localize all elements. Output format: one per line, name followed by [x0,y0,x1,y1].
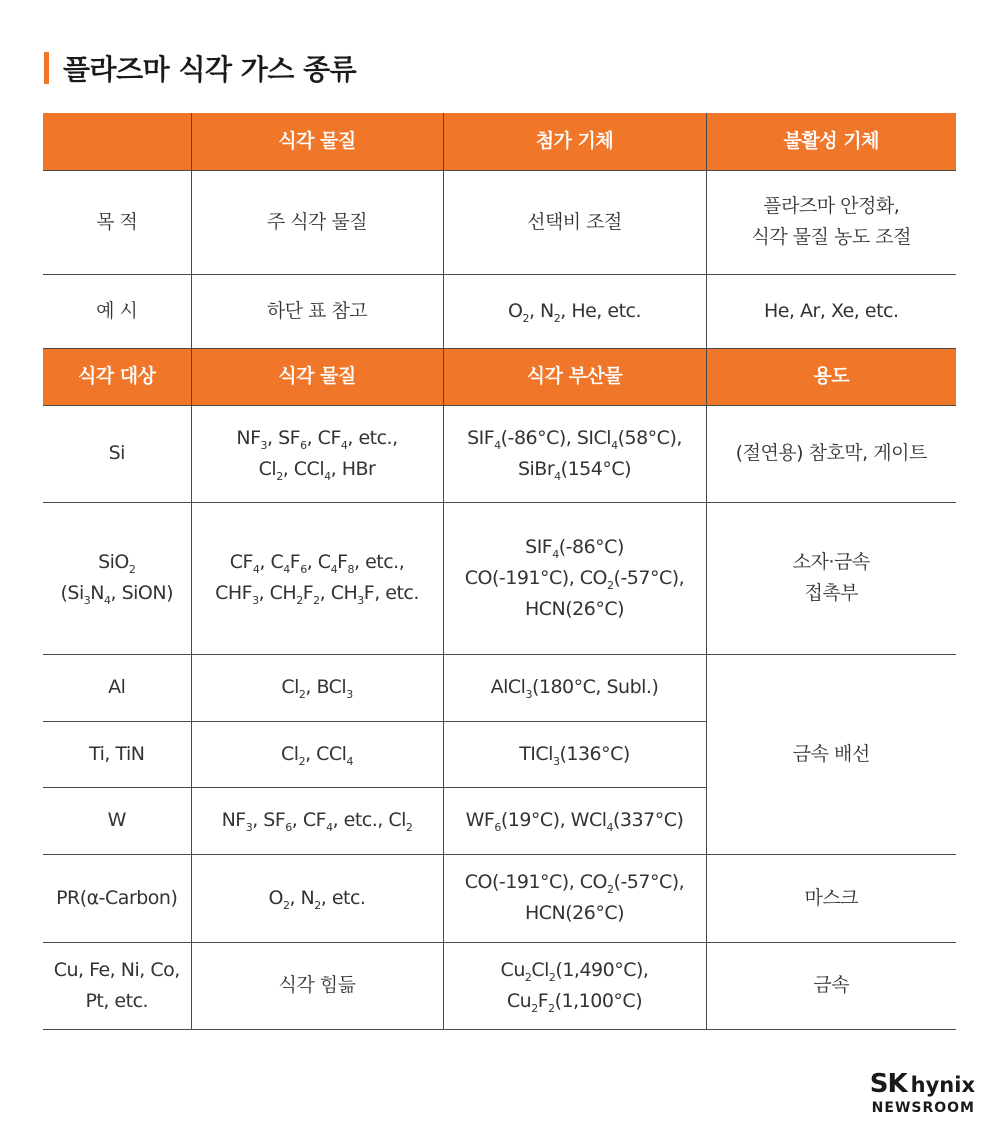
cell-line: 플라즈마 안정화, [763,195,900,217]
cell-use: 금속 [706,942,956,1029]
etch-gas-table [43,113,956,1030]
cell-byproduct: AlCl$_3$(180°C, Subl.) [443,654,706,721]
logo-hynix: hynix [910,1073,975,1097]
cell-line: $Cu_2Cl_2(1,490^\circ C)$, [500,958,649,984]
cell-line: SiBr$_4$(154°C) [517,457,632,483]
cell-byproduct: TICl$_3$(136°C) [443,721,706,787]
title-block [44,50,356,86]
cell-target: Ti, TiN [43,721,191,787]
cell-etch [191,502,443,654]
cell-line: $SIF_4(-86^\circ C)$, SICl$_4$(58°C), [467,426,682,452]
cell-use: 마스크 [706,854,956,942]
cell-use: (절연용) 참호막, 게이트 [706,405,956,502]
cell-example-inert: He, Ar, Xe, etc. [706,274,956,348]
cell-purpose-etch: 주 식각 물질 [191,170,443,274]
header-cell-etch-byproduct: 식각 부산물 [443,348,706,405]
cell-use [706,502,956,654]
cell-etch: 식각 힘듦 [191,942,443,1029]
table-row-al [43,654,956,721]
cell-example-etch: 하단 표 참고 [191,274,443,348]
cell-byproduct [443,942,706,1029]
cell-etch: $Cl_2$, BCl$_3$ [191,654,443,721]
row-label-example: 예 시 [43,274,191,348]
cell-target [43,942,191,1029]
cell-line: Cu, Fe, Ni, Co, [53,958,180,981]
table-row-si [43,405,956,502]
row-label-purpose: 목 적 [43,170,191,274]
cell-target: Si [43,405,191,502]
header-cell-etch-material: 식각 물질 [191,113,443,170]
cell-byproduct [443,854,706,942]
table-row-purpose [43,170,956,274]
cell-line: $CHF_3$, $CH_2F_2$, $CH_3F$, etc. [215,582,419,607]
cell-etch: $O_2$, $N_2$, etc. [191,854,443,942]
logo-newsroom: NEWSROOM [871,1100,975,1116]
cell-byproduct: $WF_6(19^\circ C)$, WCl$_4$(337°C) [443,787,706,854]
cell-line: SiO$_2$ [98,551,136,576]
cell-line: $Cl_2$, CCl$_4$, HBr [258,457,376,483]
cell-example-additive: $O_2$, $N_2$, He, etc. [443,274,706,348]
cell-line: 접촉부 [804,582,859,604]
header-cell-additive-gas: 첨가 기체 [443,113,706,170]
header-cell-etch-target: 식각 대상 [43,348,191,405]
cell-line: $SIF_4(-86^\circ C)$ [525,535,624,561]
table-row-pr [43,854,956,942]
cell-line: 식각 물질 농도 조절 [751,226,911,248]
cell-use-metal-wiring: 금속 배선 [706,654,956,854]
table-row-sio2 [43,502,956,654]
cell-etch [191,405,443,502]
cell-line: CO(-191°C), $CO_2(-57^\circ C)$, [464,871,685,896]
title-accent-bar [44,52,49,84]
cell-purpose-additive: 선택비 조절 [443,170,706,274]
header-cell-usage: 용도 [706,348,956,405]
sk-hynix-newsroom-logo [870,1070,975,1117]
cell-byproduct [443,405,706,502]
cell-line: Pt, etc. [85,989,149,1012]
cell-line: 소자·금속 [792,551,870,573]
header-row-etch-targets [43,348,956,405]
cell-line: ($Si_3N_4$, SiON) [60,582,173,607]
cell-line: $NF_3$, $SF_6$, $CF_4$, etc., [236,426,398,452]
table-row-cu [43,942,956,1029]
header-cell-inert-gas: 불활성 기체 [706,113,956,170]
header-cell-empty [43,113,191,170]
cell-target: Al [43,654,191,721]
cell-target: PR(α-Carbon) [43,854,191,942]
cell-line: CO(-191°C), $CO_2(-57^\circ C)$, [464,566,685,592]
cell-target [43,502,191,654]
logo-sk: SK [869,1069,907,1099]
cell-byproduct [443,502,706,654]
cell-line: $Cu_2F_2(1,100^\circ C)$ [506,989,643,1015]
cell-etch: $Cl_2$, CCl$_4$ [191,721,443,787]
cell-purpose-inert [706,170,956,274]
header-cell-etch-material: 식각 물질 [191,348,443,405]
logo-wordmark [870,1070,975,1099]
cell-line: HCN(26°C) [524,902,625,924]
cell-line: HCN(26°C) [524,597,625,620]
header-row-gas-types [43,113,956,170]
table-row-example [43,274,956,348]
cell-line: $CF_4$, $C_4F_6$, $C_4F_8$, etc., [229,551,405,576]
page-title: 플라즈마 식각 가스 종류 [63,53,357,86]
cell-target: W [43,787,191,854]
cell-etch: $NF_3$, $SF_6$, $CF_4$, etc., $Cl_2$ [191,787,443,854]
